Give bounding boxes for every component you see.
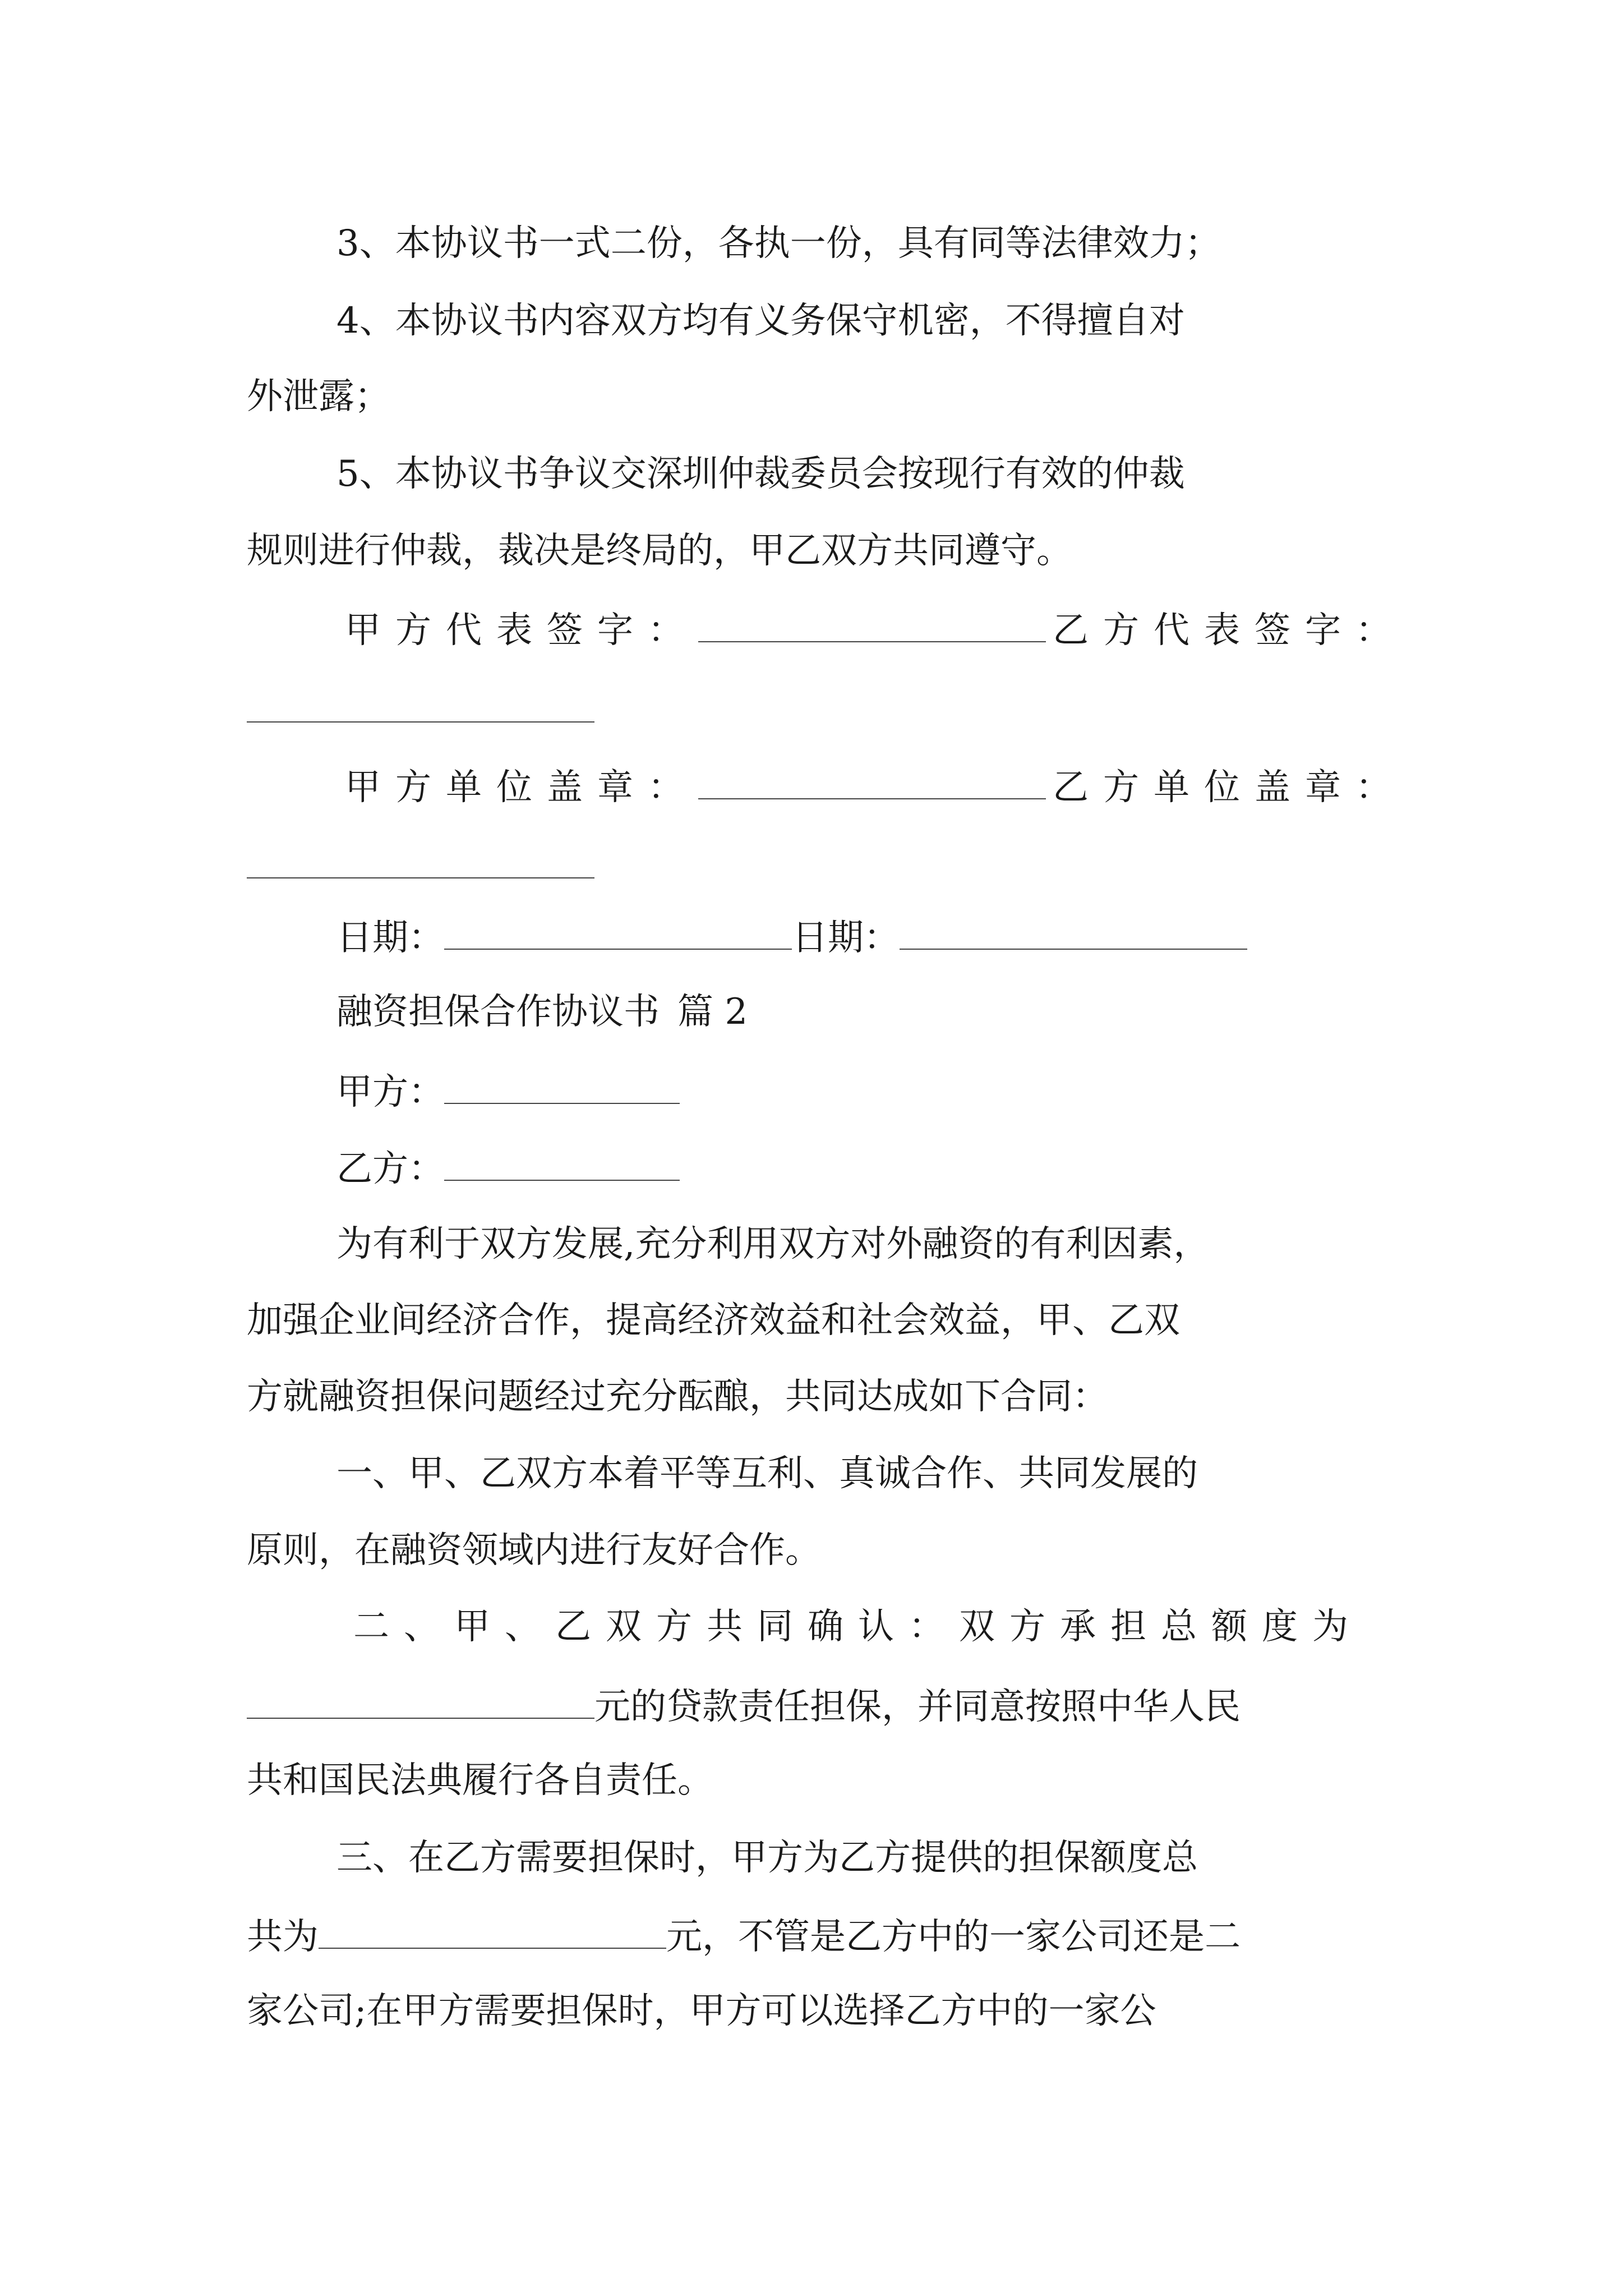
intro-line-2: 加强企业间经济合作，提高经济效益和社会效益，甲、乙双 [247,1300,1180,1341]
date-row [336,917,1247,959]
party-b-signature-blank-row [247,690,594,729]
article-3-line-1: 三、在乙方需要担保时，甲方为乙方提供的担保额度总 [336,1837,1198,1879]
clause-4-line-2: 外泄露； [247,376,390,417]
clause-5-line-2: 规则进行仲裁，裁决是终局的，甲乙双方共同遵守。 [247,530,1072,572]
article-1-line-1: 一、甲、乙双方本着平等互利、真诚合作、共同发展的 [336,1453,1198,1494]
article-2-line-2 [247,1686,1241,1728]
party-a-blank [444,1071,680,1104]
clause-3: 3、本协议书一式二份，各执一份，具有同等法律效力； [336,223,1221,264]
article-3-line-3: 家公司;在甲方需要担保时，甲方可以选择乙方中的一家公 [247,1990,1156,2032]
section-number: 篇 2 [677,991,748,1033]
section-heading [336,991,748,1033]
article-2-line-1: 二、甲、乙双方共同确认：双方承担总额度为 [353,1606,1363,1648]
party-a-seal-label: 甲方单位盖章： [345,767,698,808]
date-label-a: 日期： [336,917,444,959]
date-label-b: 日期： [792,917,900,959]
article-3-line-2-prefix: 共为 [247,1916,319,1958]
party-b-seal-blank [247,846,594,878]
party-a-label: 甲方： [336,1071,444,1113]
article-2-line-2-text: 元的贷款责任担保，并同意按照中华人民 [594,1686,1241,1728]
intro-line-3: 方就融资担保问题经过充分酝酿，共同达成如下合同： [247,1376,1108,1418]
signature-row [345,610,1406,651]
party-b-seal-label: 乙方单位盖章： [1053,767,1406,808]
party-b-signature-label: 乙方代表签字： [1053,610,1406,651]
article-1-line-2: 原则，在融资领域内进行友好合作。 [247,1530,821,1571]
article-2-line-3: 共和国民法典履行各自责任。 [247,1760,713,1801]
article-3-line-2 [247,1916,1241,1958]
party-b-row [336,1148,680,1190]
party-a-row [336,1071,680,1113]
party-b-blank [444,1148,680,1181]
date-blank-b [900,917,1247,950]
party-a-seal-blank [698,767,1046,799]
party-b-label: 乙方： [336,1148,444,1190]
party-a-signature-blank [698,610,1046,642]
total-amount-blank [247,1686,594,1719]
section-title: 融资担保合作协议书 [336,991,660,1033]
clause-5-line-1: 5、本协议书争议交深圳仲裁委员会按现行有效的仲裁 [336,453,1185,495]
seal-row [345,767,1406,806]
date-blank-a [444,917,792,950]
article-3-line-2-text: 元，不管是乙方中的一家公司还是二 [666,1916,1241,1958]
party-b-seal-blank-row [247,846,594,885]
clause-4-line-1: 4、本协议书内容双方均有义务保守机密，不得擅自对 [336,300,1185,342]
party-b-signature-blank [247,690,594,723]
intro-line-1: 为有利于双方发展,充分利用双方对外融资的有利因素， [336,1223,1210,1265]
guarantee-amount-blank [319,1916,666,1949]
party-a-signature-label: 甲方代表签字： [345,610,698,651]
